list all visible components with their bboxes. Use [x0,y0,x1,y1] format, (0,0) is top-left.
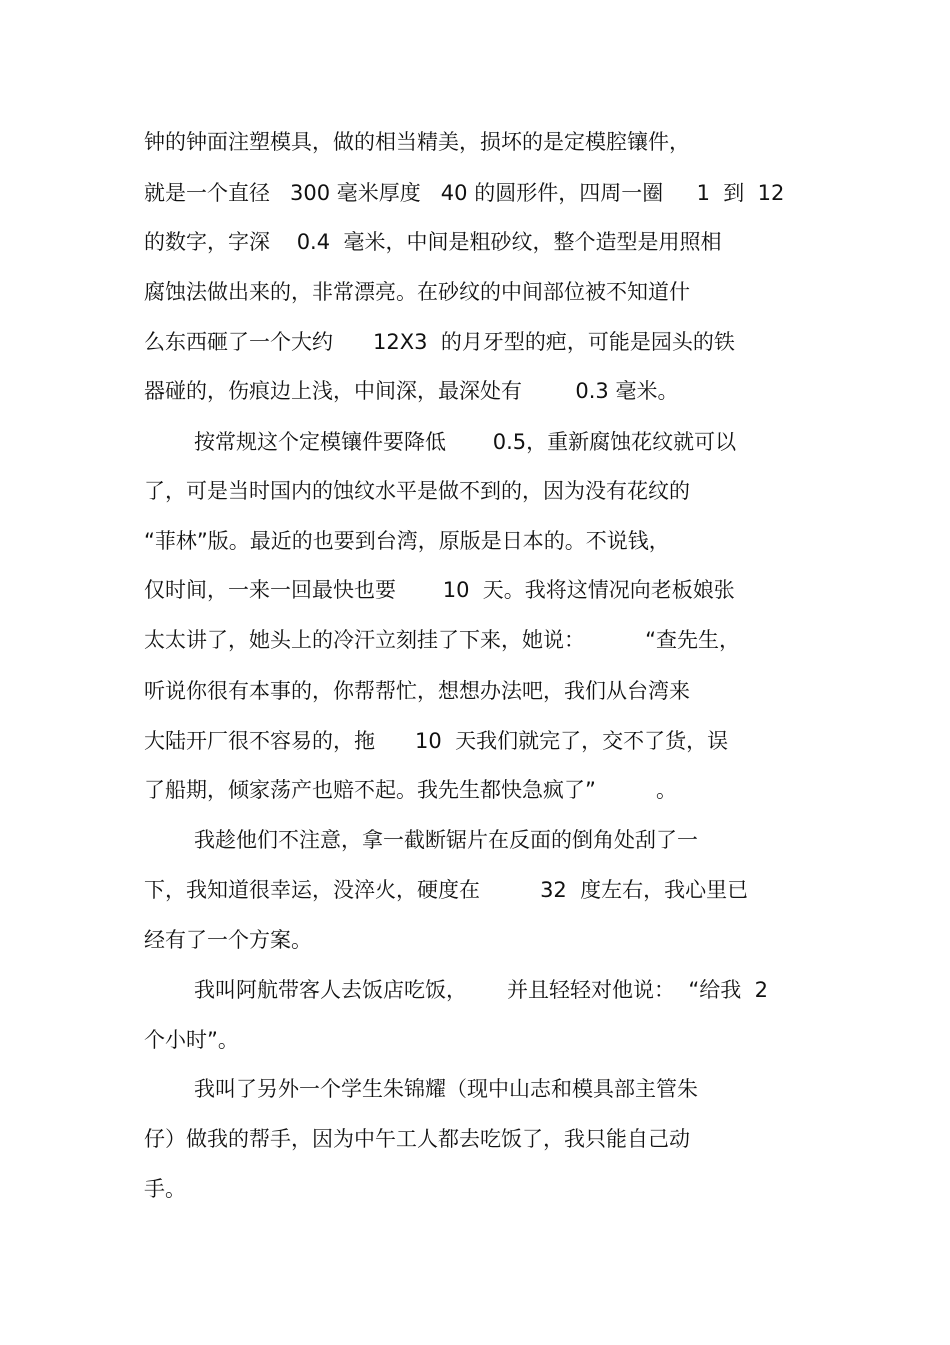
text-line: 仅时间，一来一回最快也要 10 天。我将这情况向老板娘张 [144,578,735,602]
paragraph-start-line: 我叫了另外一个学生朱锦耀（现中山志和模具部主管朱 [194,1077,698,1101]
text-line: 太太讲了，她头上的冷汗立刻挂了下来，她说： “查先生， [144,628,740,652]
text-line: 个小时”。 [144,1028,239,1052]
text-line: “菲林”版。最近的也要到台湾，原版是日本的。不说钱， [144,529,670,553]
text-line: 器碰的，伤痕边上浅，中间深，最深处有 0.3 毫米。 [144,379,679,403]
paragraph-start-line: 按常规这个定模镶件要降低 0.5，重新腐蚀花纹就可以 [194,430,737,454]
text-line: 就是一个直径 300 毫米厚度 40 的圆形件，四周一圈 1 到 12 [144,181,785,205]
paragraph-start-line: 我趁他们不注意，拿一截断锯片在反面的倒角处刮了一 [194,828,698,852]
text-line: 了，可是当时国内的蚀纹水平是做不到的，因为没有花纹的 [144,479,690,503]
text-line: 钟的钟面注塑模具，做的相当精美，损坏的是定模腔镶件， [144,130,690,154]
text-line: 么东西砸了一个大约 12X3 的月牙型的疤，可能是园头的铁 [144,330,735,354]
text-line: 大陆开厂很不容易的，拖 10 天我们就完了，交不了货，误 [144,729,729,753]
text-line: 经有了一个方案。 [144,928,312,952]
text-line: 手。 [144,1177,186,1201]
text-line: 腐蚀法做出来的，非常漂亮。在砂纹的中间部位被不知道什 [144,280,690,304]
text-line: 听说你很有本事的，你帮帮忙，想想办法吧，我们从台湾来 [144,679,690,703]
text-line: 仔）做我的帮手，因为中午工人都去吃饭了，我只能自己动 [144,1127,690,1151]
paragraph-start-line: 我叫阿航带客人去饭店吃饭， 并且轻轻对他说： “给我 2 [194,978,768,1002]
text-line: 了船期，倾家荡产也赔不起。我先生都快急疯了” 。 [144,778,677,802]
text-line: 下，我知道很幸运，没淬火，硬度在 32 度左右，我心里已 [144,878,749,902]
text-line: 的数字，字深 0.4 毫米，中间是粗砂纹，整个造型是用照相 [144,230,722,254]
